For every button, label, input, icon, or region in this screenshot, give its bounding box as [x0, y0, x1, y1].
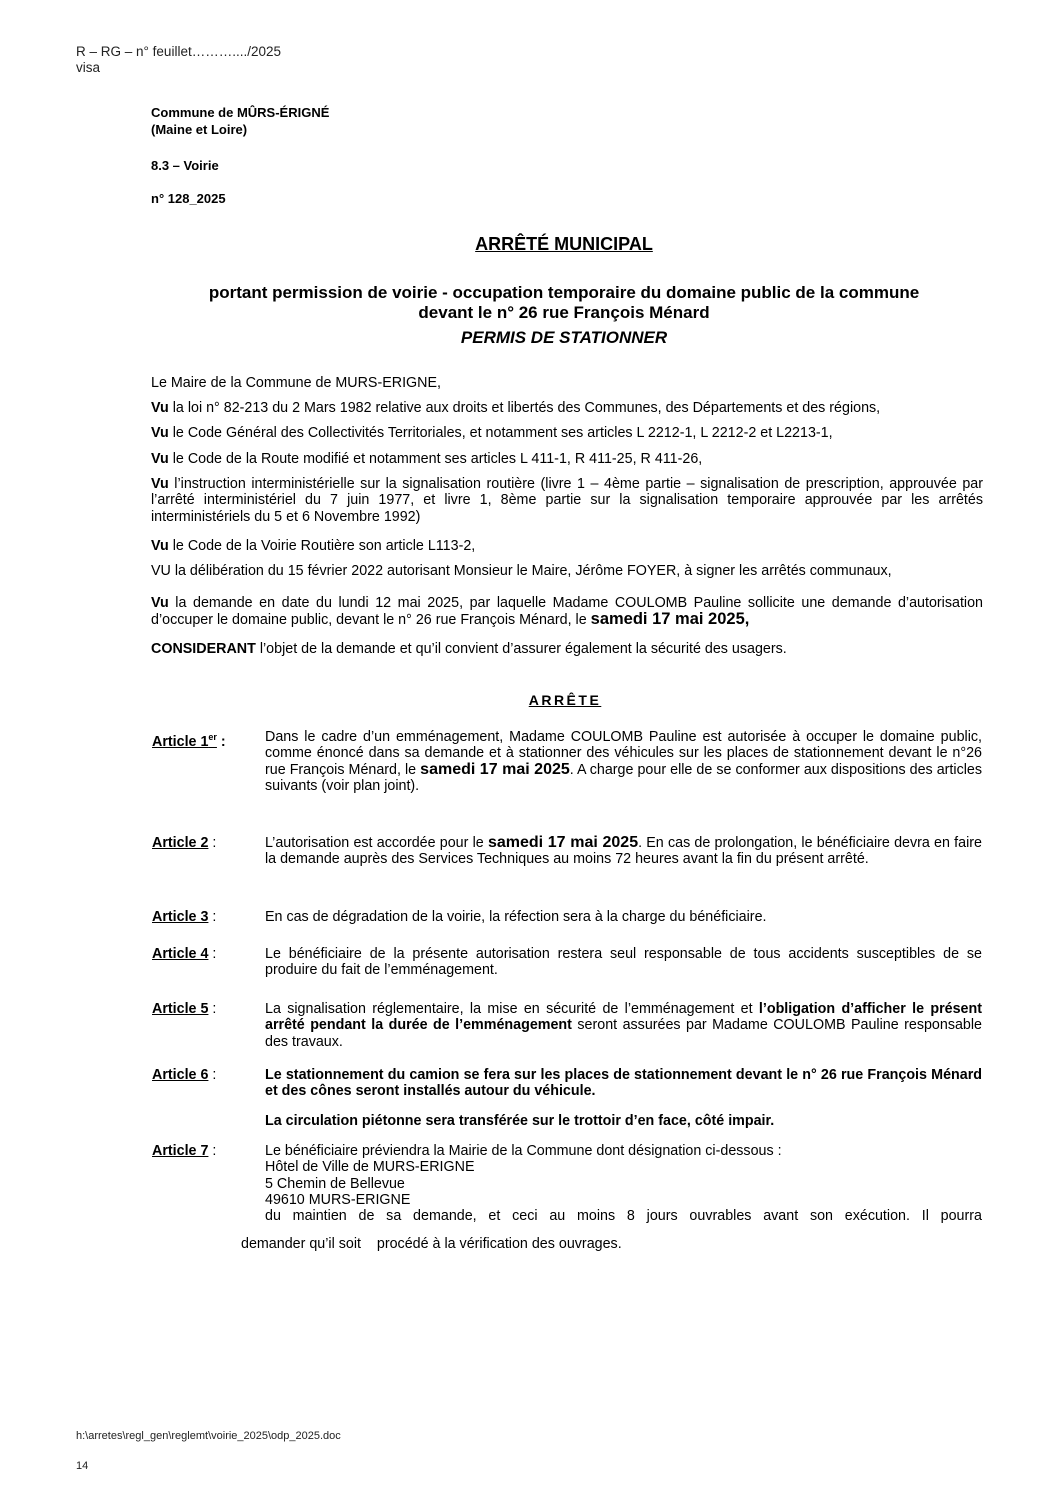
- article-3-label: Article 3 :: [152, 909, 217, 925]
- vu-paragraph: Vu le Code de la Voirie Routière son article L113-2,: [151, 538, 476, 554]
- article-1-body: Dans le cadre d’un emménagement, Madame COULOMB Pauline est autorisée à occuper le domaine public, comme énoncé dans sa demande et à stationner des véhicules sur les places de stationnement devant le n°26 rue François Ménard, le samedi 17 mai 2025. A charge pour elle de se conformer aux dispositions des articles suivants (voir plan joint).: [265, 729, 982, 794]
- vu-paragraph: Vu le Code de la Route modifié et notamment ses articles L 411-1, R 411-25, R 411-26,: [151, 451, 703, 467]
- mairie-city: 49610 MURS-ERIGNE: [265, 1191, 411, 1208]
- article-2-label: Article 2 :: [152, 835, 217, 851]
- article-1-label: Article 1er :: [152, 732, 226, 750]
- article-7-label: Article 7 :: [152, 1143, 217, 1159]
- vu-paragraph: Vu le Code Général des Collectivités Territoriales, et notamment ses articles L 2212-1, L 2212-2 et L2213-1,: [151, 425, 833, 441]
- article-6-label: Article 6 :: [152, 1067, 217, 1083]
- article-7-verification: demander qu’il soit procédé à la vérification des ouvrages.: [241, 1236, 622, 1252]
- subtitle-line-2: devant le n° 26 rue François Ménard: [418, 303, 710, 322]
- visa-line: visa: [76, 60, 101, 75]
- mairie-name: Hôtel de Ville de MURS-ERIGNE: [265, 1159, 475, 1176]
- article-5-body: La signalisation réglementaire, la mise en sécurité de l’emménagement et l’obligation d’afficher le présent arrêté pendant la durée de l’emménagement seront assurées par Madame COULOMB Pauline responsable des travaux.: [265, 1001, 982, 1050]
- arrete-number: n° 128_2025: [151, 191, 226, 206]
- vu-deliberation: VU la délibération du 15 février 2022 autorisant Monsieur le Maire, Jérôme FOYER, à signer les arrêtés communaux,: [151, 563, 892, 579]
- article-2-body: L’autorisation est accordée pour le samedi 17 mai 2025. En cas de prolongation, le bénéficiaire devra en faire la demande auprès des Services Techniques au moins 72 heures avant la fin du présent arrêté.: [265, 834, 982, 868]
- mairie-street: 5 Chemin de Bellevue: [265, 1175, 405, 1192]
- article-4-body: Le bénéficiaire de la présente autorisation restera seul responsable de tous accidents susceptibles de se produire du fait de l’emménagement.: [265, 946, 982, 979]
- article-6-pedestrian-note: La circulation piétonne sera transférée sur le trottoir d’en face, côté impair.: [265, 1113, 775, 1129]
- subtitle-line-1: portant permission de voirie - occupation temporaire du domaine public de la commune: [208, 283, 920, 302]
- article-7-delay: du maintien de sa demande, et ceci au moins 8 jours ouvrables avant son exécution. Il pourra: [265, 1208, 982, 1225]
- commune-department: (Maine et Loire): [151, 122, 248, 137]
- commune-block: [151, 104, 329, 138]
- page-number: 14: [76, 1460, 89, 1472]
- commune-name: Commune de MÛRS-ÉRIGNÉ: [151, 105, 330, 120]
- article-7-intro: Le bénéficiaire préviendra la Mairie de la Commune dont désignation ci-dessous :: [265, 1143, 782, 1159]
- article-4-label: Article 4 :: [152, 946, 217, 962]
- article-6-body: Le stationnement du camion se fera sur les places de stationnement devant le n° 26 rue François Ménard et des cônes seront installés autour du véhicule.: [265, 1067, 982, 1100]
- section-label: 8.3 – Voirie: [151, 158, 219, 173]
- article-7-body: [265, 1143, 982, 1224]
- article-5-label: Article 5 :: [152, 1001, 217, 1017]
- vu-paragraph: Vu la loi n° 82-213 du 2 Mars 1982 relative aux droits et libertés des Communes, des Départements et des régions,: [151, 400, 881, 416]
- article-3-body: En cas de dégradation de la voirie, la réfection sera à la charge du bénéficiaire.: [265, 909, 767, 925]
- file-path: h:\arretes\regl_gen\reglemt\voirie_2025\odp_2025.doc: [76, 1430, 341, 1442]
- arrete-heading: ARRÊTE: [528, 692, 602, 708]
- feuillet-line: R – RG – n° feuillet………..../2025: [76, 44, 281, 59]
- vu-paragraph: Vu l’instruction interministérielle sur la signalisation routière (livre 1 – 4ème partie – signalisation de prescription, approuvée par l’arrêté interministériel du 7 juin 1977, et livre 1, 8ème partie sur la signalisation temporaire approuvée par les arrêtés interministériels du 5 et 6 Novembre 1992): [151, 476, 983, 525]
- document-reference: [76, 44, 281, 76]
- vu-demande: Vu la demande en date du lundi 12 mai 2025, par laquelle Madame COULOMB Pauline sollicite une demande d’autorisation d’occuper le domaine public, devant le n° 26 rue François Ménard, le samedi 17 mai 2025,: [151, 595, 983, 629]
- permit-title: PERMIS DE STATIONNER: [460, 328, 668, 347]
- considerant-paragraph: CONSIDERANT l’objet de la demande et qu’il convient d’assurer également la sécurité des usagers.: [151, 641, 787, 657]
- main-title: ARRÊTÉ MUNICIPAL: [475, 234, 653, 254]
- maire-line: Le Maire de la Commune de MURS-ERIGNE,: [151, 375, 442, 391]
